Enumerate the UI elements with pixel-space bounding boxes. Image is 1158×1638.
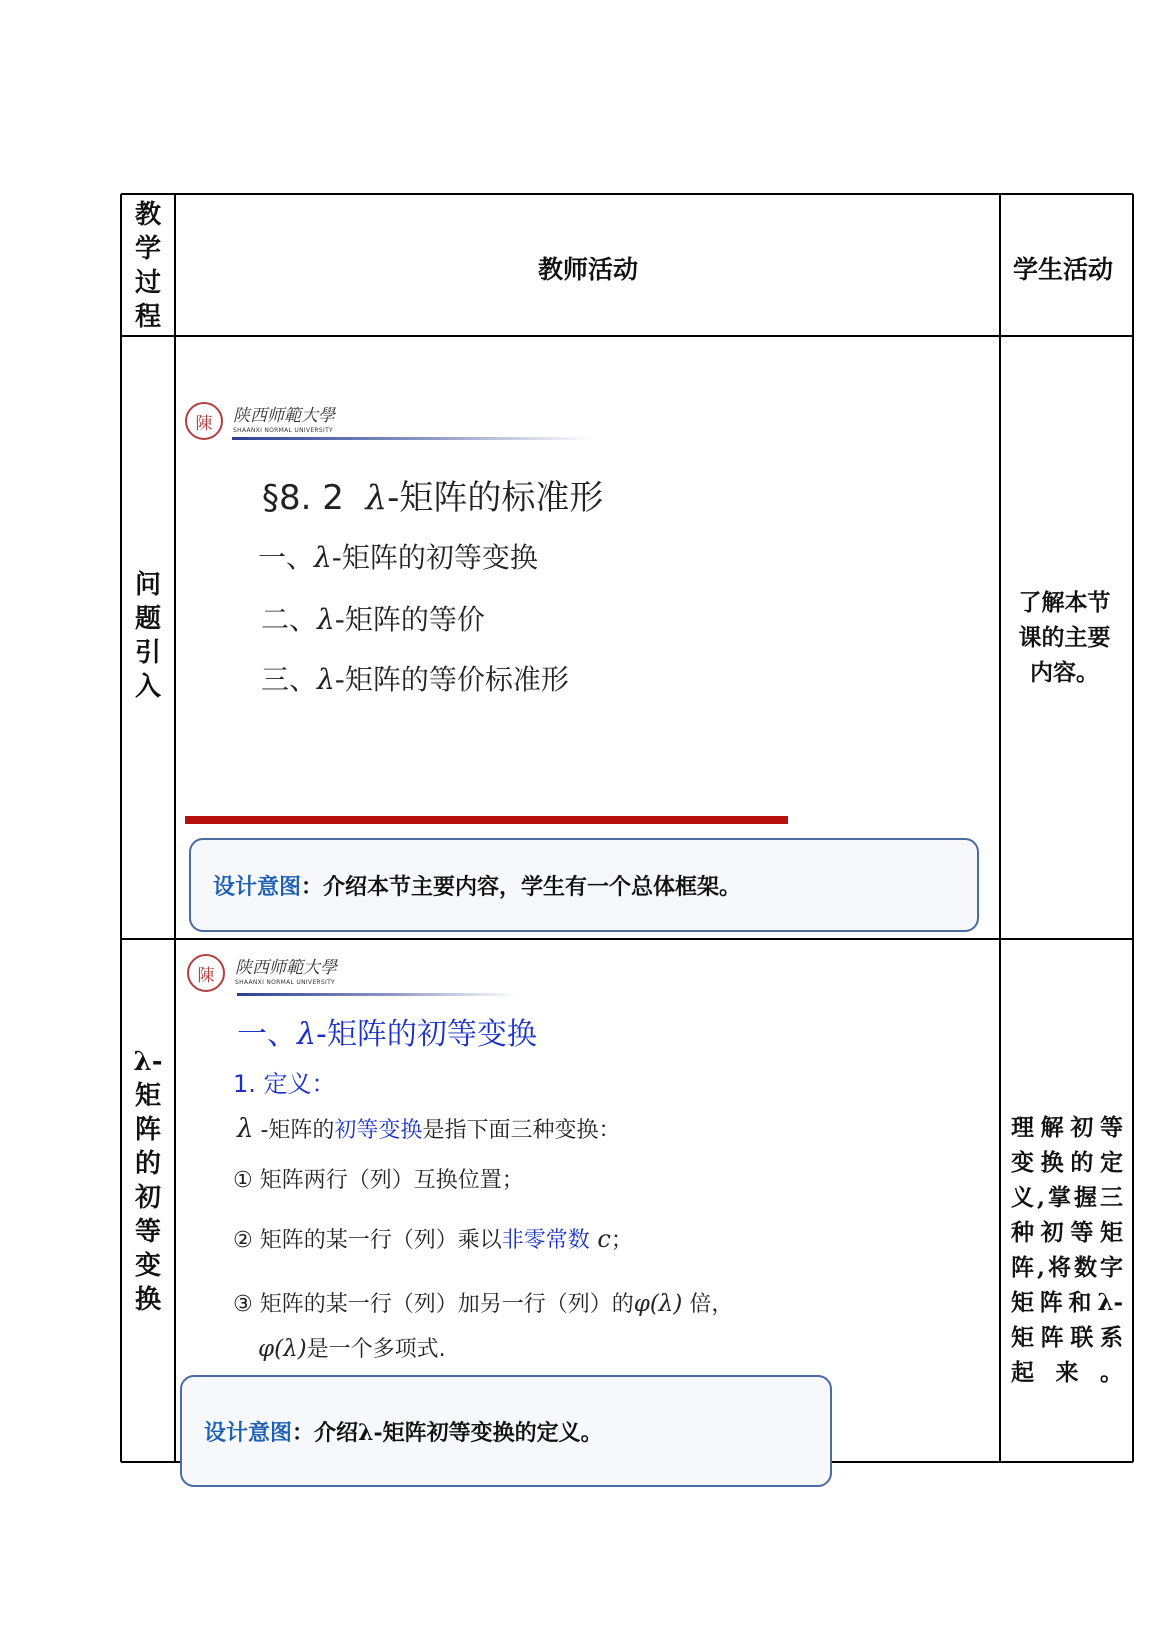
- slide-item-2: 二、λ-矩阵的等价: [261, 603, 485, 636]
- design-intent-note: 设计意图 ：介绍λ-矩阵初等变换的定义。: [180, 1375, 832, 1487]
- university-name-en: SHAANXI NORMAL UNIVERSITY: [233, 427, 334, 434]
- slide-rule-3-note: φ(λ)是一个多项式.: [258, 1336, 446, 1362]
- slide-definition-line: λ -矩阵的初等变换是指下面三种变换：: [237, 1114, 621, 1144]
- slide-title: §8. 2 λ-矩阵的标准形: [262, 478, 604, 518]
- design-intent-note: 设计意图 ：介绍本节主要内容，学生有一个总体框架。: [189, 838, 979, 932]
- university-name: 陕西师範大學: [233, 406, 335, 426]
- logo-underline: [232, 437, 592, 440]
- university-seal-icon: 陳: [185, 402, 223, 440]
- student-activity-definition: 理解初等变换的定义,掌握三种初等矩阵,将数字矩阵和λ-矩阵联系起来。: [1011, 1114, 1123, 1386]
- slide-rule-2: ② 矩阵的某一行（列）乘以非零常数 c；: [233, 1225, 633, 1253]
- slide-rule-3: ③ 矩阵的某一行（列）加另一行（列）的φ(λ) 倍，: [233, 1291, 734, 1317]
- slide-subtitle: 1. 定义：: [233, 1070, 336, 1098]
- header-teacher: 教师活动: [538, 255, 639, 284]
- header-student: 学生活动: [1013, 255, 1114, 284]
- university-logo: [185, 402, 335, 440]
- university-logo: [187, 954, 337, 992]
- logo-underline: [237, 993, 517, 996]
- university-name-en: SHAANXI NORMAL UNIVERSITY: [235, 979, 336, 986]
- stage-intro: 问题引入: [134, 570, 161, 702]
- university-name: 陕西师範大學: [235, 958, 337, 978]
- slide-section-title: 一、λ-矩阵的初等变换: [237, 1017, 537, 1052]
- slide-item-1: 一、λ-矩阵的初等变换: [258, 541, 538, 574]
- student-activity-intro: 了解本节课的主要内容。: [1018, 589, 1111, 686]
- university-seal-icon: 陳: [187, 954, 225, 992]
- slide-red-bar: [185, 816, 788, 824]
- slide-item-3: 三、λ-矩阵的等价标准形: [261, 663, 569, 696]
- slide-rule-1: ① 矩阵两行（列）互换位置；: [233, 1168, 524, 1193]
- stage-elementary-transform: λ- 矩阵的初等变换: [133, 1047, 163, 1315]
- header-process: 教学过程: [134, 200, 161, 332]
